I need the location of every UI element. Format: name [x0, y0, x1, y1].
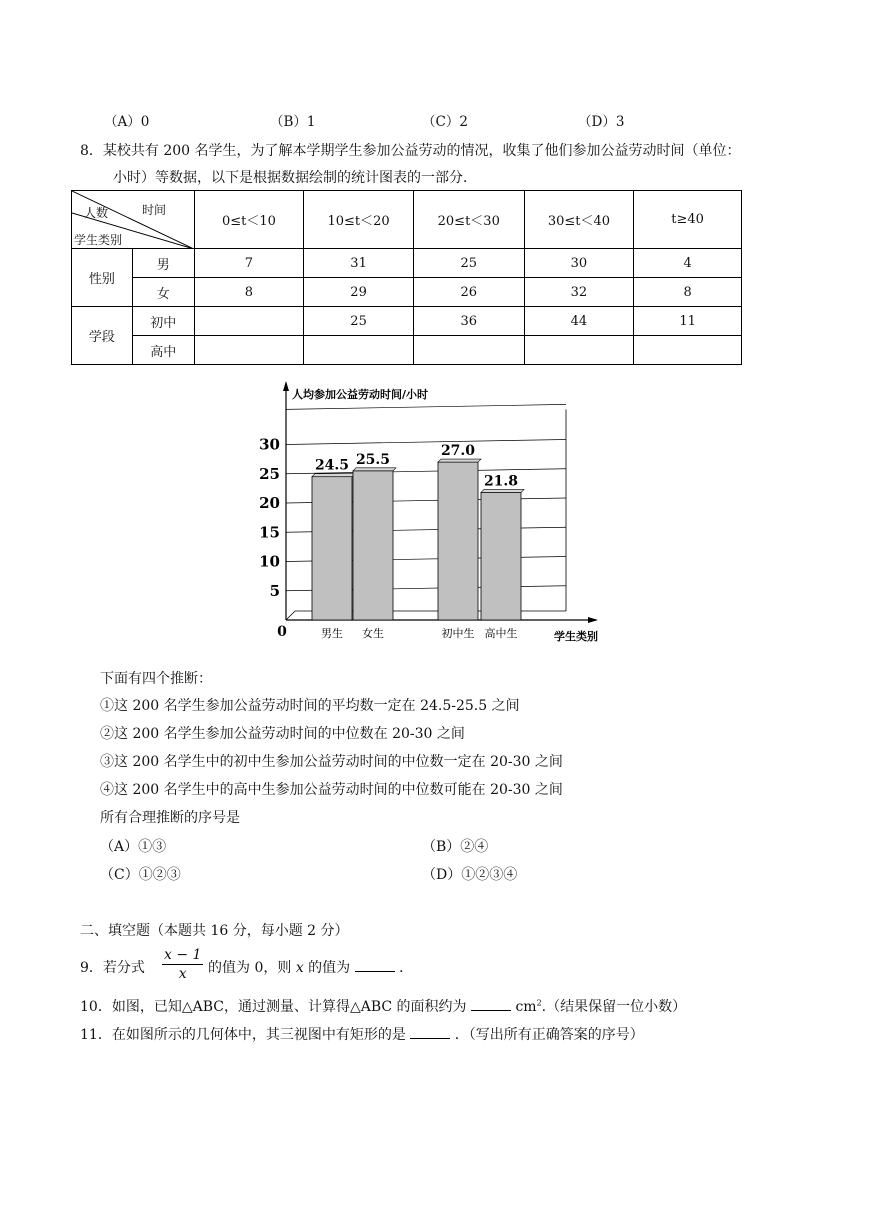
table-cell [194, 307, 304, 336]
q9-end: ． [399, 960, 414, 976]
stats-table [71, 190, 742, 365]
statement-2: ②这 200 名学生参加公益劳动时间的中位数在 20-30 之间 [100, 726, 465, 742]
column-header: 20≤t＜30 [413, 191, 524, 249]
q10-unit: cm [515, 999, 537, 1015]
data-label: 27.0 [440, 443, 476, 460]
q11-answer-blank[interactable] [410, 1024, 450, 1039]
y-tick-label: 5 [269, 581, 280, 600]
category-label: 女生 [362, 627, 384, 640]
data-label: 24.5 [314, 457, 350, 474]
q9-suffix-a: 的值为 0，则 [208, 960, 292, 976]
group-label: 性别 [72, 249, 133, 307]
y-tick-label: 25 [259, 464, 280, 483]
table-cell [194, 336, 304, 365]
row-label: 女 [132, 278, 194, 307]
group-label: 学段 [72, 307, 133, 365]
fraction-denominator: x [178, 966, 187, 982]
table-cell: 4 [634, 249, 742, 278]
table-cell: 25 [413, 249, 524, 278]
bar [353, 471, 393, 620]
table-row [72, 278, 742, 307]
table-cell: 30 [524, 249, 634, 278]
fraction-numerator: x − 1 [164, 947, 202, 963]
x-axis-arrow [588, 617, 598, 623]
q9-suffix [208, 957, 413, 977]
y-tick-label: 15 [259, 523, 280, 542]
q10-unit-exponent: 2 [536, 998, 542, 1008]
q11-text-a: 11．在如图所示的几何体中，其三视图中有矩形的是 [80, 1027, 406, 1043]
table-cell [634, 336, 742, 365]
y-axis-arrow [283, 381, 289, 391]
corner-label-people: 人数 [84, 206, 109, 220]
column-header: 30≤t＜40 [524, 191, 634, 249]
category-label: 男生 [321, 627, 343, 640]
q10-text-b: .（结果保留一位小数） [541, 999, 687, 1015]
q8-prompt: 所有合理推断的序号是 [100, 810, 240, 826]
q7-option-b: （B）1 [270, 114, 316, 130]
table-cell [304, 336, 414, 365]
bar-top [438, 459, 481, 462]
x-axis-title: 学生类别 [554, 630, 598, 643]
column-header: 0≤t＜10 [194, 191, 304, 249]
table-row [72, 307, 742, 336]
bar-top [353, 468, 396, 471]
q9-prefix: 9．若分式 [80, 960, 145, 976]
row-label: 高中 [132, 336, 194, 365]
corner-label-time: 时间 [142, 203, 167, 217]
q11-text [80, 1024, 644, 1044]
table-cell: 31 [304, 249, 414, 278]
y-axis-title: 人均参加公益劳动时间/小时 [292, 388, 429, 401]
category-label: 高中生 [484, 627, 518, 640]
table-cell [413, 336, 524, 365]
table-row [72, 249, 742, 278]
q9-answer-blank[interactable] [355, 957, 395, 972]
column-header: 10≤t＜20 [304, 191, 414, 249]
q9-variable: x [295, 960, 304, 976]
q11-text-b: ．（写出所有正确答案的序号） [454, 1027, 644, 1043]
q9-fraction [162, 946, 203, 983]
q8-stem-line2: 小时）等数据，以下是根据数据绘制的统计图表的一部分． [113, 170, 477, 186]
statements-intro: 下面有四个推断： [100, 671, 212, 687]
table-cell: 44 [524, 307, 634, 336]
y-tick-label: 30 [259, 435, 280, 454]
table-row [72, 336, 742, 365]
q10-answer-blank[interactable] [471, 996, 511, 1011]
bar [312, 477, 352, 620]
q8-option-d: （D）①②③④ [422, 867, 518, 883]
y-tick-label: 10 [259, 552, 280, 571]
table-cell: 29 [304, 278, 414, 307]
row-label: 初中 [132, 307, 194, 336]
data-label: 25.5 [355, 451, 391, 468]
gridline [286, 404, 566, 409]
section-heading: 二、填空题（本题共 16 分，每小题 2 分） [80, 923, 349, 939]
category-label: 初中生 [441, 627, 475, 640]
bar-top [481, 489, 524, 492]
q7-option-c: （C）2 [422, 114, 468, 130]
table-cell: 25 [304, 307, 414, 336]
q10-text [80, 996, 686, 1016]
bar-chart [250, 375, 620, 650]
statement-4: ④这 200 名学生中的高中生参加公益劳动时间的中位数可能在 20-30 之间 [100, 782, 563, 798]
table-cell: 36 [413, 307, 524, 336]
corner-label-category: 学生类别 [74, 233, 123, 247]
q10-text-a: 10．如图，已知△ABC，通过测量、计算得△ABC 的面积约为 [80, 999, 467, 1015]
gridline [286, 440, 566, 445]
table-cell: 8 [194, 278, 304, 307]
column-header: t≥40 [634, 191, 742, 249]
bar-top [312, 474, 355, 477]
statement-1: ①这 200 名学生参加公益劳动时间的平均数一定在 24.5-25.5 之间 [100, 698, 520, 714]
row-label: 男 [132, 249, 194, 278]
q8-option-b: （B）②④ [422, 839, 489, 855]
table-cell: 7 [194, 249, 304, 278]
q9-suffix-b: 的值为 [308, 960, 351, 976]
data-label: 21.8 [483, 473, 519, 490]
wall-corner [286, 611, 295, 620]
q8-stem-line1: 8．某校共有 200 名学生，为了解本学期学生参加公益劳动的情况，收集了他们参加公益劳动时间（单位： [80, 143, 741, 159]
q8-option-a: （A）①③ [100, 839, 167, 855]
q7-option-a: （A）0 [104, 114, 150, 130]
q7-option-d: （D）3 [578, 114, 625, 130]
table-cell: 32 [524, 278, 634, 307]
table-cell [524, 336, 634, 365]
y-tick-label: 20 [259, 494, 280, 512]
bar [438, 462, 478, 620]
origin-label: 0 [277, 624, 287, 640]
bar [481, 492, 521, 620]
table-cell: 11 [634, 307, 742, 336]
table-cell: 26 [413, 278, 524, 307]
q8-option-c: （C）①②③ [100, 867, 181, 883]
statement-3: ③这 200 名学生中的初中生参加公益劳动时间的中位数一定在 20-30 之间 [100, 754, 563, 770]
table-corner-cell [72, 191, 195, 249]
table-cell: 8 [634, 278, 742, 307]
chart-text [259, 387, 598, 643]
